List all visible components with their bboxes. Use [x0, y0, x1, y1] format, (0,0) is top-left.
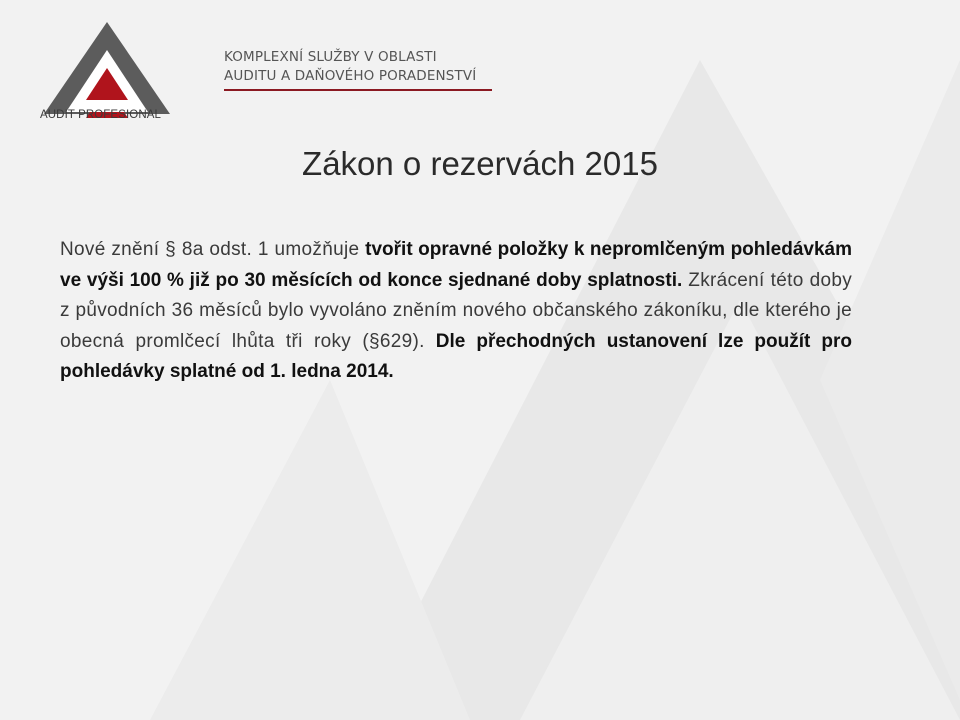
body-paragraph [60, 235, 852, 388]
body-text-1: Nové znění § 8a odst. 1 umožňuje [60, 239, 366, 260]
slide-title: Zákon o rezervách 2015 [302, 145, 658, 182]
body-text-2-bold: Dle přechodných ustanovení lze použít pro pohledávky splatné od 1. ledna 2014. [60, 330, 852, 382]
logo-caption: AUDIT PROFESIONAL [40, 109, 161, 121]
company-tagline-line2: AUDITU A DAŇOVÉHO PORADENSTVÍ [224, 68, 477, 84]
tagline-underline [224, 89, 492, 91]
company-tagline [224, 48, 492, 91]
company-tagline-line1: KOMPLEXNÍ SLUŽBY V OBLASTI [224, 49, 437, 65]
body-text-2: Zkrácení této doby z původních 36 měsíců bylo vyvoláno zněním nového občanského zákoníku, dle kterého je obecná promlčecí lhůta tři roky (§629). [60, 269, 853, 352]
body-text-1-bold: tvořit opravné položky k nepromlčeným pohledávkám ve výši 100 % již po 30 měsících od konce sjednané doby splatnosti. [60, 239, 853, 291]
